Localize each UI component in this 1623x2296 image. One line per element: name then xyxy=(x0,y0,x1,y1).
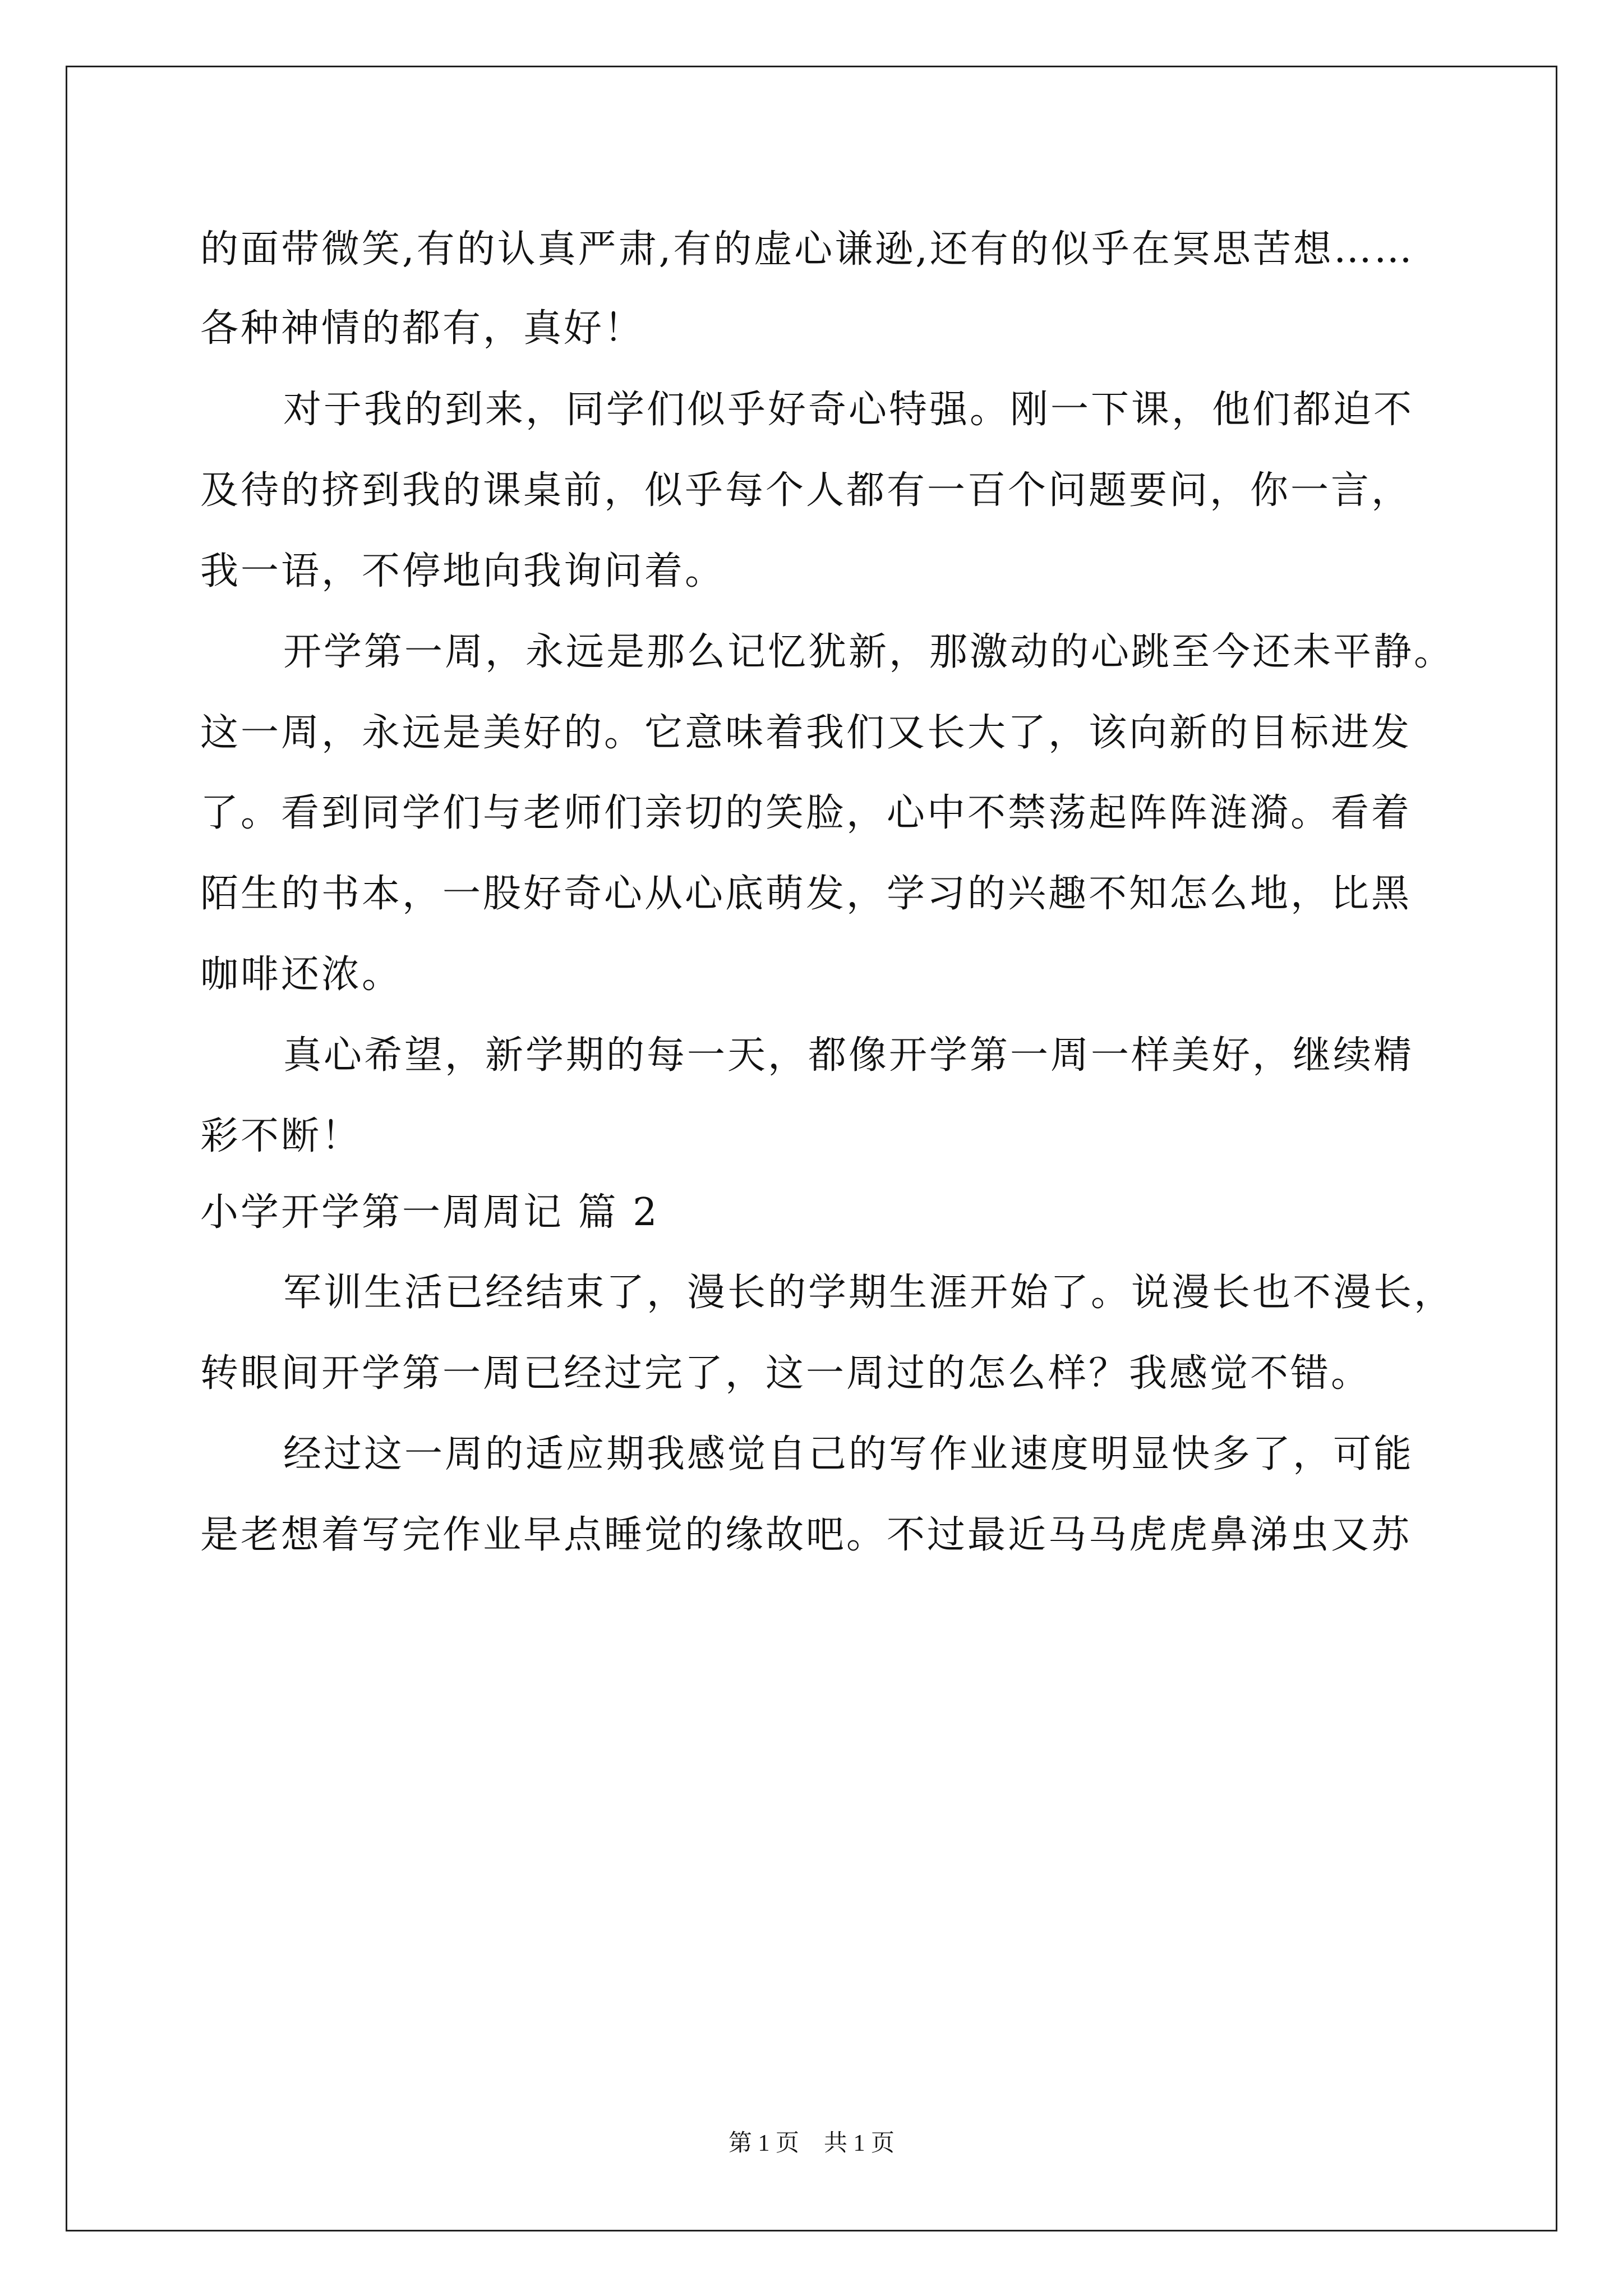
text-line: 陌生的书本，一股好奇心从心底萌发，学习的兴趣不知怎么地，比黑 xyxy=(200,872,1412,916)
text-line: 了。看到同学们与老师们亲切的笑脸，心中不禁荡起阵阵涟漪。看着 xyxy=(200,791,1412,835)
text-line: 彩不断！ xyxy=(200,1114,362,1158)
text-line: 是老想着写完作业早点睡觉的缘故吧。不过最近马马虎虎鼻涕虫又苏 xyxy=(200,1513,1412,1557)
text-line: 对于我的到来，同学们似乎好奇心特强。刚一下课，他们都迫不 xyxy=(283,388,1414,432)
text-line: 及待的挤到我的课桌前，似乎每个人都有一百个问题要问，你一言， xyxy=(200,468,1412,513)
text-line: 开学第一周，永远是那么记忆犹新，那激动的心跳至今还未平静。 xyxy=(283,630,1455,674)
text-line: 的面带微笑,有的认真严肃,有的虚心谦逊,还有的似乎在冥思苦想…… xyxy=(200,227,1414,272)
page-footer xyxy=(0,2128,1623,2159)
text-line: 转眼间开学第一周已经过完了，这一周过的怎么样？我感觉不错。 xyxy=(200,1351,1372,1396)
text-line: 各种神情的都有，真好！ xyxy=(200,306,645,351)
text-line: 这一周，永远是美好的。它意味着我们又长大了，该向新的目标进发 xyxy=(200,711,1412,755)
section-heading: 小学开学第一周周记 篇 2 xyxy=(200,1190,660,1235)
text-line: 经过这一周的适应期我感觉自己的写作业速度明显快多了，可能 xyxy=(283,1432,1414,1476)
text-line: 军训生活已经结束了，漫长的学期生涯开始了。说漫长也不漫长， xyxy=(283,1271,1455,1315)
text-line: 真心希望，新学期的每一天，都像开学第一周一样美好，继续精 xyxy=(283,1033,1414,1078)
text-line: 我一语，不停地向我询问着。 xyxy=(200,549,726,593)
page-total: 共 1 页 xyxy=(824,2131,895,2156)
page-number: 第 1 页 xyxy=(728,2131,799,2156)
text-line: 咖啡还浓。 xyxy=(200,953,403,997)
